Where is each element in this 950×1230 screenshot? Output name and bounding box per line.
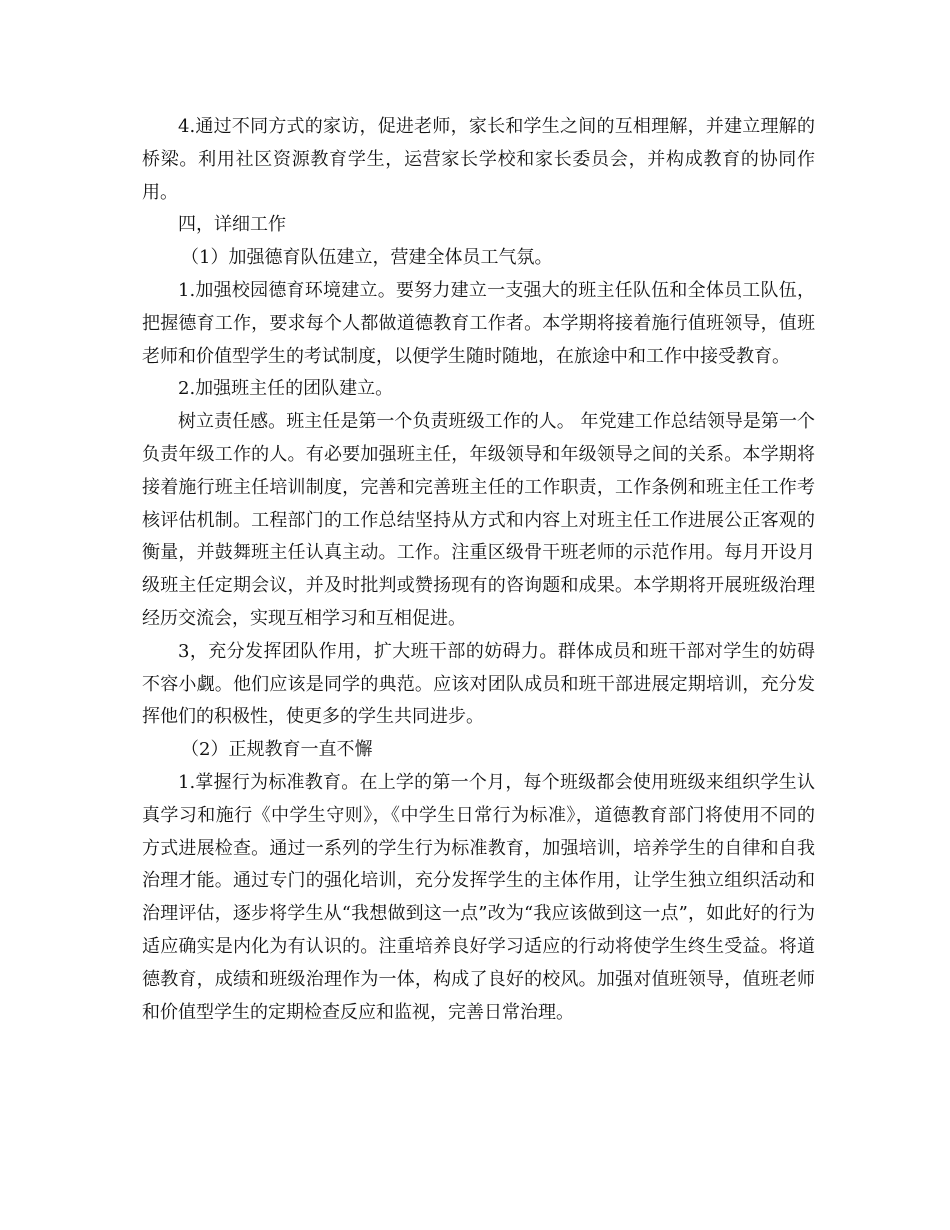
paragraph-teacher-team-heading: 2.加强班主任的团队建立。 (178, 378, 394, 400)
paragraph-home-visits: 4.通过不同方式的家访，促进老师，家长和学生之间的互相理解，并建立理解的桥梁。利用社区资源教育学生，运营家长学校和家长委员会，并构成教育的协同作用。 (142, 116, 815, 203)
subsection-heading-2: （2）正规教育一直不懈 (181, 739, 373, 761)
paragraph-responsibility: 树立责任感。班主任是第一个负责班级工作的人。 年党建工作总结领导是第一个负责年级工作的人。有必要加强班主任，年级领导和年级领导之间的关系。本学期将接着施行班主任培训制度，完善和完善班主任的工作职责，工作条例和班主任工作考核评估机制。工程部门的工作总结坚持从方式和内容上对班主任工作进展公正客观的衡量，并鼓舞班主任认真主动。工作。注重区级骨干班老师的示范作用。每月开设月级班主任定期会议，并及时批判或赞扬现有的咨询题和成果。本学期将开展班级治理经历交流会，实现互相学习和互相促进。 (142, 411, 815, 629)
section-heading-detailed-work: 四，详细工作 (178, 214, 286, 236)
paragraph-campus-environment: 1.加强校园德育环境建立。要努力建立一支强大的班主任队伍和全体员工队伍，把握德育工作，要求每个人都做道德教育工作者。本学期将接着施行值班领导，值班老师和价值型学生的考试制度，以便学生随时随地，在旅途中和工作中接受教育。 (142, 279, 815, 367)
subsection-heading-1: （1）加强德育队伍建立，营建全体员工气氛。 (181, 247, 553, 269)
paragraph-behavior-education: 1.掌握行为标准教育。在上学的第一个月，每个班级都会使用班级来组织学生认真学习和施行《中学生守则》，《中学生日常行为标准》，道德教育部门将使用不同的方式进展检查。通过一系列的学生行为标准教育，加强培训，培养学生的自律和自我治理才能。通过专门的强化培训，充分发挥学生的主体作用，让学生独立组织活动和治理评估，逐步将学生从“我想做到这一点”改为“我应该做到这一点”，如此好的行为适应确实是内化为有认识的。注重培养良好学习适应的行动将使学生终生受益。将道德教育，成绩和班级治理作为一体，构成了良好的校风。加强对值班领导，值班老师和价值型学生的定期检查反应和监视，完善日常治理。 (142, 771, 815, 1023)
paragraph-team-role: 3，充分发挥团队作用，扩大班干部的妨碍力。群体成员和班干部对学生的妨碍不容小觑。他们应该是同学的典范。应该对团队成员和班干部进展定期培训，充分发挥他们的积极性，使更多的学生共同进步。 (142, 640, 815, 728)
document-page (142, 111, 815, 1029)
